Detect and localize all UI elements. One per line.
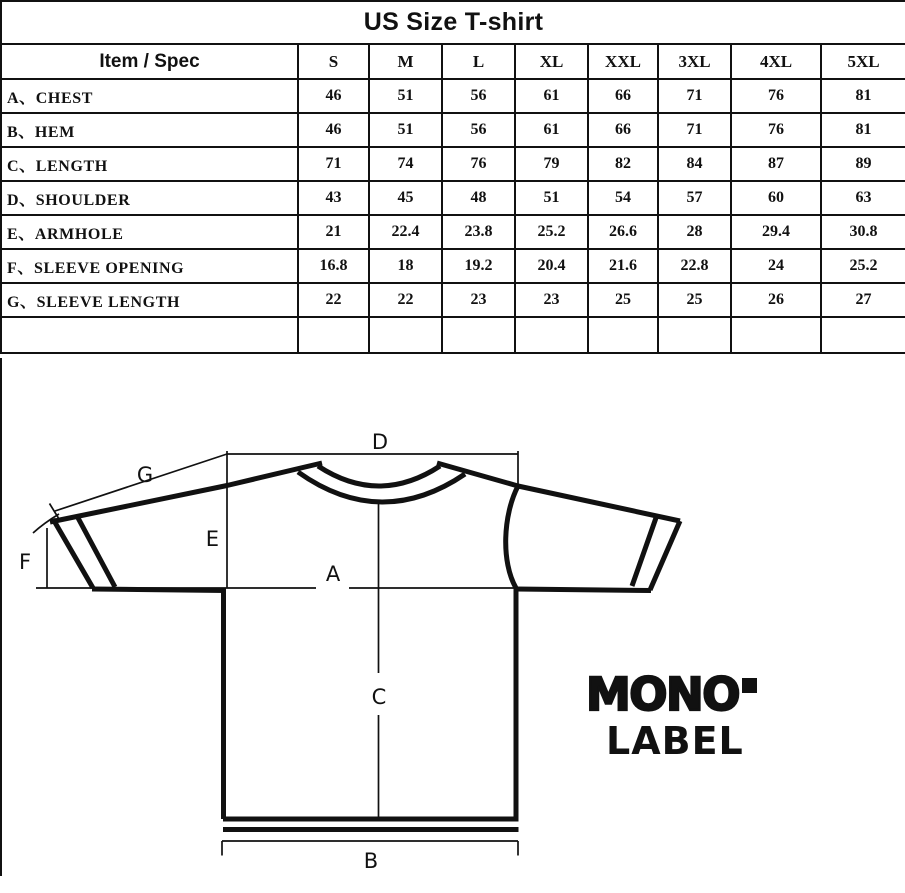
value-cell: 61 (515, 79, 588, 113)
value-cell: 22.4 (369, 215, 442, 249)
value-cell: 22 (369, 283, 442, 317)
value-cell: 61 (515, 113, 588, 147)
dim-label-a: A (325, 562, 341, 586)
value-cell: 51 (515, 181, 588, 215)
table-row-hem (1, 113, 905, 147)
empty-cell (821, 317, 905, 353)
hem-band (223, 819, 519, 830)
value-cell: 57 (658, 181, 731, 215)
value-cell: 76 (731, 79, 821, 113)
value-cell: 27 (821, 283, 905, 317)
header-size-3xl: 3XL (658, 44, 731, 79)
value-cell: 74 (369, 147, 442, 181)
value-cell: 48 (442, 181, 515, 215)
logo-text-mono: MONO (586, 668, 739, 721)
value-cell: 22 (298, 283, 369, 317)
row-label-cell: B、HEM (1, 113, 298, 147)
right-cuff-band (632, 515, 680, 590)
value-cell: 25.2 (515, 215, 588, 249)
empty-cell (369, 317, 442, 353)
value-cell: 43 (298, 181, 369, 215)
logo-dot (742, 678, 757, 693)
value-cell: 28 (658, 215, 731, 249)
value-cell: 46 (298, 113, 369, 147)
header-size-s: S (298, 44, 369, 79)
row-label-cell: D、SHOULDER (1, 181, 298, 215)
title-row (1, 1, 905, 44)
value-cell: 56 (442, 113, 515, 147)
dim-label-e: E (205, 527, 219, 551)
value-cell: 81 (821, 79, 905, 113)
value-cell: 84 (658, 147, 731, 181)
value-cell: 26 (731, 283, 821, 317)
empty-cell (731, 317, 821, 353)
left-sleeve-bottom-line (92, 589, 225, 591)
left-sleeve-top-line (50, 463, 322, 522)
value-cell: 46 (298, 79, 369, 113)
left-cuff-band (53, 516, 115, 588)
value-cell: 51 (369, 113, 442, 147)
empty-cell (515, 317, 588, 353)
table-row-armhole (1, 215, 905, 249)
value-cell: 51 (369, 79, 442, 113)
value-cell: 30.8 (821, 215, 905, 249)
header-row (1, 44, 905, 79)
tshirt-outline (50, 463, 680, 830)
collar-inner-curve (318, 466, 440, 486)
empty-cell (658, 317, 731, 353)
value-cell: 20.4 (515, 249, 588, 283)
row-label-cell: A、CHEST (1, 79, 298, 113)
dim-label-b: B (363, 849, 379, 873)
header-item-spec: Item / Spec (1, 44, 298, 79)
page-title: US Size T-shirt (1, 1, 905, 44)
header-size-l: L (442, 44, 515, 79)
empty-cell (588, 317, 658, 353)
value-cell: 76 (731, 113, 821, 147)
value-cell: 66 (588, 113, 658, 147)
header-size-4xl: 4XL (731, 44, 821, 79)
value-cell: 23 (515, 283, 588, 317)
value-cell: 19.2 (442, 249, 515, 283)
row-label-cell: E、ARMHOLE (1, 215, 298, 249)
value-cell: 23.8 (442, 215, 515, 249)
value-cell: 89 (821, 147, 905, 181)
value-cell: 22.8 (658, 249, 731, 283)
value-cell: 21.6 (588, 249, 658, 283)
dim-label-f: F (18, 550, 32, 574)
empty-cell (298, 317, 369, 353)
header-size-m: M (369, 44, 442, 79)
right-sleeve-bottom-line (516, 589, 651, 591)
value-cell: 81 (821, 113, 905, 147)
value-cell: 23 (442, 283, 515, 317)
row-label-cell: F、SLEEVE OPENING (1, 249, 298, 283)
value-cell: 25.2 (821, 249, 905, 283)
empty-cell (1, 317, 298, 353)
value-cell: 87 (731, 147, 821, 181)
right-sleeve-top-line (437, 463, 680, 521)
value-cell: 60 (731, 181, 821, 215)
value-cell: 71 (658, 113, 731, 147)
value-cell: 54 (588, 181, 658, 215)
table-row-sleeve-length (1, 283, 905, 317)
right-armhole-curve (506, 486, 518, 588)
us-size-table (0, 0, 905, 354)
value-cell: 26.6 (588, 215, 658, 249)
dim-label-g: G (136, 463, 154, 487)
table-row-sleeve-opening (1, 249, 905, 283)
value-cell: 76 (442, 147, 515, 181)
value-cell: 63 (821, 181, 905, 215)
value-cell: 21 (298, 215, 369, 249)
empty-cell (442, 317, 515, 353)
table-row-chest (1, 79, 905, 113)
value-cell: 24 (731, 249, 821, 283)
table-row-shoulder (1, 181, 905, 215)
header-size-xl: XL (515, 44, 588, 79)
value-cell: 71 (298, 147, 369, 181)
value-cell: 16.8 (298, 249, 369, 283)
header-size-5xl: 5XL (821, 44, 905, 79)
value-cell: 18 (369, 249, 442, 283)
row-label-cell: C、LENGTH (1, 147, 298, 181)
row-label-cell: G、SLEEVE LENGTH (1, 283, 298, 317)
tshirt-measurement-diagram (0, 357, 905, 893)
table-row-length (1, 147, 905, 181)
value-cell: 66 (588, 79, 658, 113)
value-cell: 25 (588, 283, 658, 317)
value-cell: 56 (442, 79, 515, 113)
dim-label-c: C (371, 685, 387, 709)
empty-row (1, 317, 905, 353)
mono-label-logo (586, 668, 757, 763)
logo-text-label: LABEL (606, 719, 744, 763)
value-cell: 25 (658, 283, 731, 317)
value-cell: 79 (515, 147, 588, 181)
value-cell: 82 (588, 147, 658, 181)
dimension-labels (19, 430, 388, 873)
value-cell: 45 (369, 181, 442, 215)
dim-label-d: D (371, 430, 389, 454)
header-size-xxl: XXL (588, 44, 658, 79)
value-cell: 29.4 (731, 215, 821, 249)
value-cell: 71 (658, 79, 731, 113)
